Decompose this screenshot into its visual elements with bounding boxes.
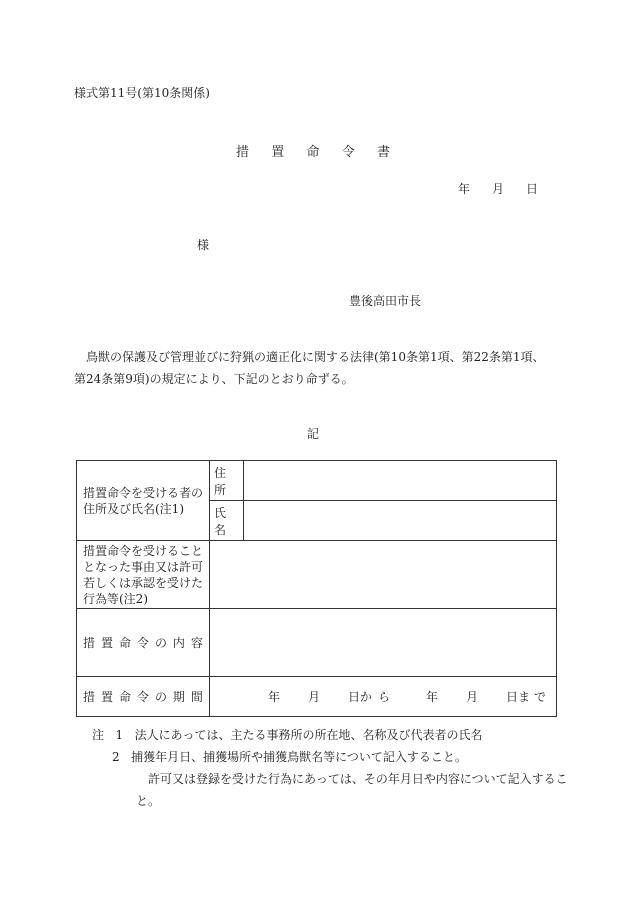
row-period-label — [77, 677, 210, 717]
ki-heading: 記 — [307, 427, 320, 441]
note-1-number: 1 — [115, 728, 124, 742]
document-title — [236, 141, 390, 160]
name-label-text: 氏 名 — [214, 505, 227, 537]
period-to-month: 月 — [465, 690, 478, 704]
period-to: まで — [518, 690, 551, 704]
content-label-char: 措 — [83, 636, 96, 650]
period-from: から — [360, 690, 397, 704]
address-label — [210, 461, 244, 501]
period-label-char: 置 — [100, 690, 113, 704]
body-text: 鳥獣の保護及び管理並びに狩猟の適正化に関する法律(第10条第1項、第22条第1項、第24条第9項)の規定により、下記のとおり命ずる。 — [74, 350, 545, 386]
period-label-char: 間 — [190, 690, 203, 704]
content-label-char: 令 — [136, 636, 149, 650]
period-label-char: 令 — [136, 690, 149, 704]
issuer-name: 豊後高田市長 — [349, 294, 422, 308]
period-label-char: 期 — [172, 690, 185, 704]
note-2 — [92, 746, 562, 768]
title-char: 置 — [271, 145, 285, 160]
period-value-cell[interactable] — [210, 677, 557, 717]
period-from-month: 月 — [307, 690, 320, 704]
date-month: 月 — [491, 182, 504, 196]
name-label — [210, 501, 244, 541]
addressee-suffix: 様 — [197, 238, 210, 252]
reason-label-text: 措置命令を受けることとなった事由又は許可若しくは承認を受けた行為等(注2) — [83, 543, 204, 606]
note-2-continuation — [92, 768, 568, 790]
period-to-year: 年 — [425, 690, 438, 704]
period-label-char: の — [154, 690, 167, 704]
content-label-text — [83, 634, 203, 651]
content-label-char: の — [154, 636, 167, 650]
period-label-char: 措 — [83, 690, 96, 704]
row-subject-label — [77, 461, 210, 541]
note-2-text: 捕獲年月日、捕獲場所や捕獲鳥獣名等について記入すること。 — [131, 750, 467, 764]
content-label-char: 容 — [190, 636, 203, 650]
row-reason-label — [77, 541, 210, 609]
period-label-text — [83, 688, 203, 705]
form-number: 様式第11号(第10条関係) — [74, 86, 210, 100]
note-2-cont-end: と。 — [136, 794, 161, 808]
note-2-cont-text: 許可又は登録を受けた行為にあっては、その年月日や内容について記入するこ — [148, 772, 568, 786]
period-from-day: 日 — [347, 690, 360, 704]
content-label-char: 内 — [172, 636, 185, 650]
note-1 — [92, 724, 562, 746]
title-char: 命 — [306, 145, 320, 160]
title-char: 措 — [236, 145, 250, 160]
date-day: 日 — [525, 182, 538, 196]
title-char: 書 — [376, 145, 390, 160]
name-value-cell[interactable] — [244, 501, 557, 541]
period-value — [216, 688, 550, 705]
date-line — [458, 180, 538, 197]
content-label-char: 置 — [100, 636, 113, 650]
title-char: 令 — [341, 145, 355, 160]
address-label-text: 住 所 — [214, 465, 227, 497]
period-to-day: 日 — [505, 690, 518, 704]
order-table — [76, 460, 557, 717]
reason-value-cell[interactable] — [210, 541, 557, 609]
date-year: 年 — [458, 182, 471, 196]
note-1-text: 法人にあっては、主たる事務所の所在地、名称及び代表者の氏名 — [134, 728, 483, 742]
content-value-cell[interactable] — [210, 609, 557, 677]
content-label-char: 命 — [118, 636, 131, 650]
row-content-label — [77, 609, 210, 677]
address-value-cell[interactable] — [244, 461, 557, 501]
subject-label-text: 措置命令を受ける者の住所及び氏名(注1) — [83, 485, 204, 516]
period-from-year: 年 — [267, 690, 280, 704]
notes — [92, 724, 568, 812]
note-2-continuation-end — [92, 790, 562, 812]
note-2-number: 2 — [112, 750, 120, 764]
period-label-char: 命 — [118, 690, 131, 704]
notes-prefix: 注 — [92, 728, 105, 742]
